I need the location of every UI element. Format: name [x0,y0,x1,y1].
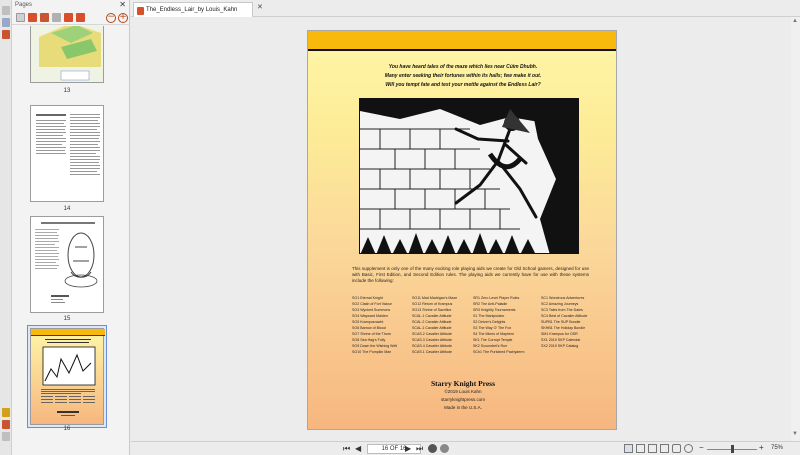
zoom-slider-knob[interactable] [731,445,734,453]
product-entry: SCAL.2 Cavalier Attitude [412,320,452,324]
pages-panel-title: Pages [15,2,33,8]
single-page-view-icon[interactable] [624,444,633,453]
product-column [473,295,535,355]
thumbnail-number: 15 [63,316,71,322]
product-entry: SO12 Return of Krampus [412,302,453,306]
product-entry: SO5 Krampusnacht [352,320,384,324]
product-entry: SUPB1 The SUP Bundle [541,320,581,324]
thumbnail-page[interactable] [30,105,104,202]
product-entry: SO9 Down the Wishing Well [352,344,398,348]
status-bar [131,441,800,455]
product-entry: SR2 The Anti-Paladin [473,302,508,306]
thumbnail-page-current[interactable] [30,328,104,425]
zoom-out-thumbnails-icon[interactable]: − [107,12,115,22]
first-page-icon[interactable]: ⏮ [343,444,351,453]
forward-view-icon[interactable] [440,444,449,453]
insert-page-icon[interactable] [28,13,37,22]
pages-icon[interactable] [2,18,10,27]
comments-icon[interactable] [2,408,10,417]
product-entry: SO8 Sea Hag's Folly [352,338,386,342]
product-entry: SCAS.4 Cavalier Attitude [412,344,452,348]
signature-icon[interactable] [2,420,10,429]
tagline-line-2: Many enter seeking their fortunes within its halls; few make it out. [384,73,542,79]
product-entry: SC2 Amazing Journeys [541,302,579,306]
product-entry: SCAS.2 Cavalier Attitude [412,332,452,336]
next-page-icon[interactable]: ▶ [405,444,412,453]
page-options-icon[interactable] [16,13,25,22]
last-page-icon[interactable]: ⏭ [416,444,424,453]
product-entry: SO1 Eternal Knight [352,296,383,300]
thumbnail-number: 16 [63,426,71,432]
supplement-blurb: This supplement is only one of the many exciting role playing aids we create for Old School gamers, designed for use with Basic, First Edition, and Second Edition rules. The playing aids we currently have for use with these systems include the following: [352,266,589,283]
cover-illustration [359,98,579,254]
close-tab-icon[interactable]: ✕ [257,4,263,11]
made-in-line: Made in the U.S.A. [444,405,482,410]
zoom-in-thumbnails-icon[interactable]: + [119,12,127,22]
product-entry: SO7 Shrine of the Thorn [352,332,391,336]
thumbnail-page[interactable] [30,26,104,83]
product-entry: SCAS.3 Cavalier Attitude [412,338,452,342]
product-list [352,295,592,365]
close-icon[interactable]: ✕ [119,0,126,9]
pdf-page [307,30,617,430]
zoom-level[interactable]: 75% [771,445,784,451]
product-entry: SCAL.1 Cavalier Attitude [412,326,452,330]
pdf-file-icon [137,7,144,15]
product-entry: S2 Delver's Delights [473,320,506,324]
layers-icon[interactable] [2,432,10,441]
header-band [308,31,617,51]
left-icon-strip [0,0,12,455]
extract-page-icon[interactable] [52,13,61,22]
facing-view-icon[interactable] [648,444,657,453]
product-entry: S4 The Mines of Mayhem [473,332,514,336]
tagline-line-3: Will you tempt fate and test your mettle against the Endless Lair? [385,82,541,88]
product-entry: SO13 Shrine of Sacrifice [412,308,452,312]
document-tab-title: The_Endless_Lair_by Louis_Kahn [146,7,238,13]
scroll-down-icon[interactable]: ▼ [792,431,798,437]
thumbnail-number: 13 [63,88,71,94]
fit-width-icon[interactable] [684,444,693,453]
fit-page-icon[interactable] [672,444,681,453]
product-entry: SO4 Wayward Maiden [352,314,388,318]
back-view-icon[interactable] [428,444,437,453]
product-entry: SCAS.1 Cavalier Attitude [412,350,452,354]
product-entry: SC4 Best of Cavalier Attitude [541,314,588,318]
product-column [352,295,414,355]
continuous-facing-view-icon[interactable] [660,444,669,453]
document-viewer[interactable] [131,17,791,441]
product-entry: SM1 Krampus for OSR [541,332,578,336]
bookmarks-icon[interactable] [2,6,10,15]
attachments-icon[interactable] [2,30,10,39]
product-entry: SX1 2019 SKP Calendar [541,338,581,342]
publisher-name: Starry Knight Press [430,379,496,388]
copyright-line: ©2019 Louis Kahn [444,389,482,394]
thumbnail-page[interactable] [30,216,104,313]
product-entry: SCh1 The Purloined Pachyderm [473,350,525,354]
thumbnail-number: 14 [63,206,71,212]
scroll-up-icon[interactable]: ▲ [792,18,798,24]
previous-page-icon[interactable]: ◀ [355,444,362,453]
product-entry: SO2 Clash of Fort Valour [352,302,392,306]
viewer-scrollbar[interactable] [791,17,800,441]
product-entry: SCAL.1 Cavalier Attitude [412,314,452,318]
pages-panel [12,0,130,455]
product-entry: SK1 The Corrupt Temple [473,338,513,342]
product-entry: S1 The Manipulator [473,314,505,318]
delete-page-icon[interactable] [40,13,49,22]
rotate-right-icon[interactable] [76,13,85,22]
product-entry: SR1 Zero Level Player Rules [473,296,520,300]
document-tab[interactable] [133,2,253,17]
product-entry: SO6 Barrow of Blood [352,326,386,330]
pages-toolbar [12,11,130,25]
continuous-view-icon[interactable] [636,444,645,453]
thumbnail-list [12,26,122,448]
product-column [412,295,474,355]
product-entry: SKHB1 The Holiday Bundle [541,326,586,330]
product-entry: SC3 Tales from The Dales [541,308,583,312]
product-entry: SO3 Wycked Summons [352,308,391,312]
product-entry: SO10 The Pumpkin Man [352,350,392,354]
product-entry: SK2 Scoundrel's Run [473,344,508,348]
product-entry: SX2 2019 SKP Catalog [541,344,579,348]
product-entry: SC1 Wondrous Adventures [541,296,585,300]
product-entry: SO11 Mad Madrigan's Maze [412,296,458,300]
website-line: starryknightpress.com [440,397,485,402]
product-entry: SR3 Knightly Tournaments [473,308,516,312]
page-number-field[interactable]: 16 OF 16 [367,444,421,454]
product-column [541,295,603,349]
document-tab-bar [131,0,800,17]
zoom-out-icon[interactable]: − [699,443,704,452]
tagline-line-1: You have heard tales of the maze which lies near Cúim Dhubh. [388,64,538,70]
product-entry: S3 The Way O' The Fox [473,326,512,330]
rotate-left-icon[interactable] [64,13,73,22]
zoom-in-icon[interactable]: + [759,443,764,452]
